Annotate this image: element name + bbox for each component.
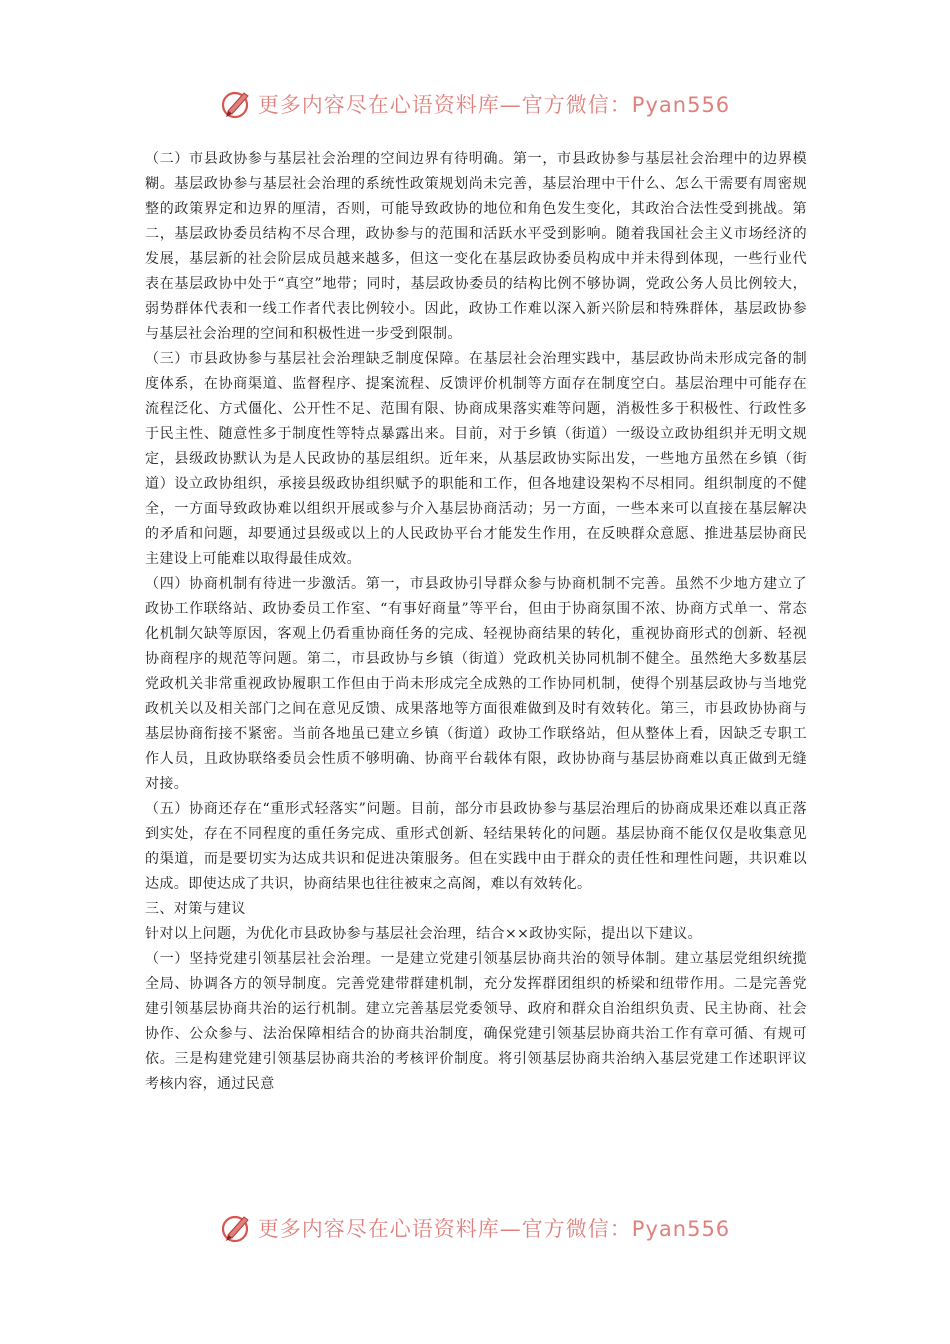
- header-banner-text: 更多内容尽在心语资料库—官方微信：Pyan556: [257, 93, 731, 117]
- header-banner: [0, 84, 950, 124]
- paragraph-section-2-4: （四）协商机制有待进一步激活。第一，市县政协引导群众参与协商机制不完善。虽然不少地方建立了政协工作联络站、政协委员工作室、“有事好商量”等平台，但由于协商氛围不浓、协商方式单一、常态化机制欠缺等原因，客观上仍看重协商任务的完成、轻视协商结果的转化，重视协商形式的创新、轻视协商程序的规范等问题。第二，市县政协与乡镇（街道）党政机关协同机制不健全。虽然绝大多数基层党政机关非常重视政协履职工作但由于尚未形成完全成熟的工作协同机制，使得个别基层政协与当地党政机关以及相关部门之间在意见反馈、成果落地等方面很难做到及时有效转化。第三，市县政协协商与基层协商衔接不紧密。当前各地虽已建立乡镇（街道）政协工作联络站，但从整体上看，因缺乏专职工作人员，且政协联络委员会性质不够明确、协商平台载体有限，政协协商与基层协商难以真正做到无缝对接。: [145, 576, 807, 792]
- paragraph-section-2-2: （二）市县政协参与基层社会治理的空间边界有待明确。第一，市县政协参与基层社会治理中的边界模糊。基层政协参与基层社会治理的系统性政策规划尚未完善，基层治理中干什么、怎么干需要有周密规整的政策界定和边界的厘清，否则，可能导致政协的地位和角色发生变化，其政治合法性受到挑战。第二，基层政协委员结构不尽合理，政协参与的范围和活跃水平受到影响。随着我国社会主义市场经济的发展，基层新的社会阶层成员越来越多，但这一变化在基层政协委员构成中并未得到体现，一些行业代表在基层政协中处于“真空”地带；同时，基层政协委员的结构比例不够协调，党政公务人员比例较大，弱势群体代表和一线工作者代表比例较小。因此，政协工作难以深入新兴阶层和特殊群体，基层政协参与基层社会治理的空间和积极性进一步受到限制。: [145, 151, 807, 342]
- paragraph-section-2-5: （五）协商还存在“重形式轻落实”问题。目前，部分市县政协参与基层治理后的协商成果还难以真正落到实处，存在不同程度的重任务完成、重形式创新、轻结果转化的问题。基层协商不能仅仅是收集意见的渠道，而是要切实为达成共识和促进决策服务。但在实践中由于群众的责任性和理性问题，共识难以达成。即使达成了共识，协商结果也往往被束之高阁，难以有效转化。: [145, 801, 807, 892]
- pen-logo-icon: [220, 1211, 254, 1245]
- footer-banner-text: 更多内容尽在心语资料库—官方微信：Pyan556: [257, 1217, 731, 1241]
- section-heading-3: 三、对策与建议: [145, 901, 246, 917]
- document-body: [145, 147, 807, 1097]
- paragraph-intro-3: 针对以上问题，为优化市县政协参与基层社会治理，结合××政协实际，提出以下建议。: [145, 926, 703, 942]
- paragraph-section-2-3: （三）市县政协参与基层社会治理缺乏制度保障。在基层社会治理实践中，基层政协尚未形成完备的制度体系，在协商渠道、监督程序、提案流程、反馈评价机制等方面存在制度空白。基层治理中可能存在流程泛化、方式僵化、公开性不足、范围有限、协商成果落实难等问题，消极性多于积极性、行政性多于民主性、随意性多于制度性等特点暴露出来。目前，对于乡镇（街道）一级设立政协组织并无明文规定，县级政协默认为是人民政协的基层组织。近年来，从基层政协实际出发，一些地方虽然在乡镇（街道）设立政协组织，承接县级政协组织赋予的职能和工作，但各地建设架构不尽相同。组织制度的不健全，一方面导致政协难以组织开展或参与介入基层协商活动；另一方面，一些本来可以直接在基层解决的矛盾和问题，却要通过县级或以上的人民政协平台才能发生作用，在反映群众意愿、推进基层协商民主建设上可能难以取得最佳成效。: [145, 351, 807, 567]
- footer-banner: [0, 1208, 950, 1248]
- pen-logo-icon: [220, 87, 254, 121]
- paragraph-section-3-1: （一）坚持党建引领基层社会治理。一是建立党建引领基层协商共治的领导体制。建立基层党组织统揽全局、协调各方的领导制度。完善党建带群建机制，充分发挥群团组织的桥梁和纽带作用。二是完善党建引领基层协商共治的运行机制。建立完善基层党委领导、政府和群众自治组织负责、民主协商、社会协作、公众参与、法治保障相结合的协商共治制度，确保党建引领基层协商共治工作有章可循、有规可依。三是构建党建引领基层协商共治的考核评价制度。将引领基层协商共治纳入基层党建工作述职评议考核内容，通过民意: [145, 951, 807, 1092]
